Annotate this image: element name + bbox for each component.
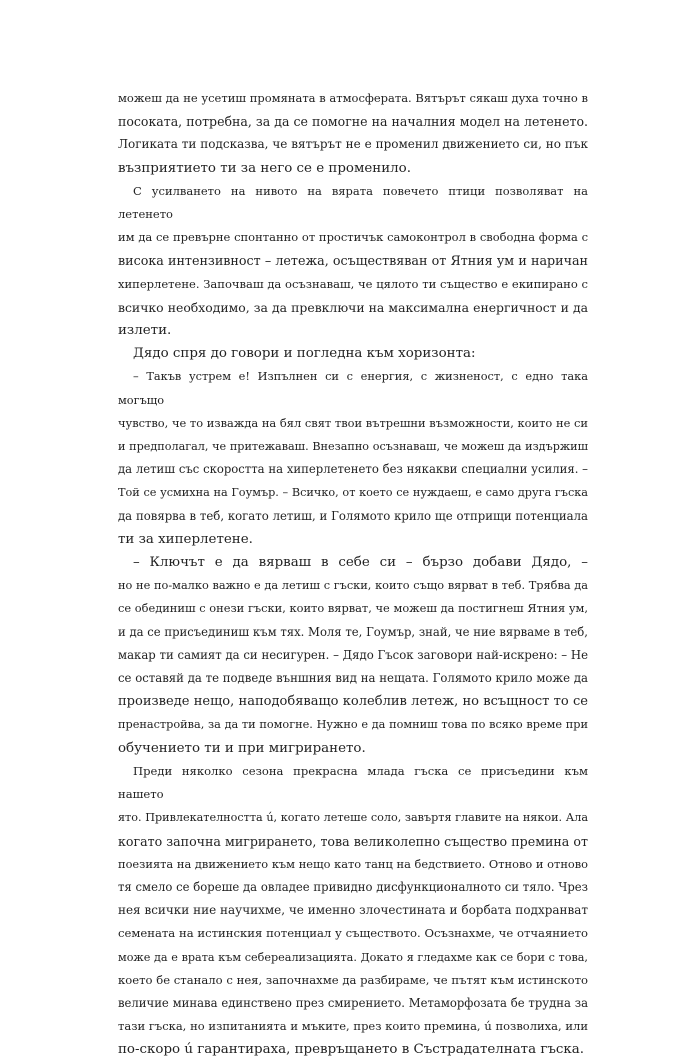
text-line: тя смело се бореше да овладее привидно дисфункционалното си тяло. Чрез	[118, 879, 588, 894]
text-line: да летиш със скоростта на хиперлетенето без някакви специални усилия. –	[118, 462, 588, 477]
text-line: се обединиш с онези гъски, които вярват, че можеш да постигнеш Ятния ум,	[118, 601, 588, 616]
text-line: възприятието ти за него се е променило.	[118, 160, 411, 176]
text-line: хиперлетене. Започваш да осъзнаваш, че цялото ти същество е екипирано с	[118, 276, 588, 291]
text-line: ти за хиперлетене.	[118, 531, 253, 547]
text-line: по-скоро ú гарантираха, превръщането в Състрадателната гъска.	[118, 1042, 584, 1058]
text-line: Дядо спря до говори и погледна към хоризонта:	[133, 346, 476, 362]
text-line: когато започна мигрирането, това великолепно същество премина от	[118, 833, 588, 849]
text-line: макар ти самият да си несигурен. – Дядо Гъсок заговори най-искрено: – Не	[118, 647, 588, 662]
text-line: всичко необходимо, за да превключи на максимална енергичност и да	[118, 299, 588, 315]
text-line: ято. Привлекателността ú, когато летеше соло, завъртя главите на някои. Ала	[118, 811, 588, 825]
text-line: чувство, че то изважда на бял свят твои вътрешни възможности, които не си	[118, 415, 588, 430]
text-line: тази гъска, но изпитанията и мъките, през които премина, ú позволиха, или	[118, 1019, 588, 1034]
text-line: но не по-малко важно е да летиш с гъски, които също вярват в теб. Трябва да	[118, 578, 588, 593]
text-line: излети.	[118, 323, 172, 339]
text-line: произведе нещо, наподобяващо колеблив летеж, но всъщност то се	[118, 694, 588, 710]
text-line: величие минава единствено през смирението. Метаморфозата бе трудна за	[118, 995, 588, 1010]
text-line: поезията на движението към нещо като танц на бедствието. Отново и отново	[118, 856, 588, 871]
text-line: да повярва в теб, когато летиш, и Голямото крило ще отприщи потенциала	[118, 508, 588, 523]
text-line: висока интензивност – летежа, осъществяван от Ятния ум и наричан	[118, 253, 588, 269]
text-line: – Ключът е да вярваш в себе си – бързо добави Дядо, –	[133, 555, 588, 571]
text-line: – Такъв устрем е! Изпълнен си с енергия, с жизненост, с едно така могъщо	[118, 369, 588, 407]
text-line: нея всички ние научихме, че именно злочестината и борбата подхранват	[118, 903, 588, 918]
text-line: пренастройва, за да ти помогне. Нужно е да помниш това по всяко време при	[118, 718, 588, 732]
text-line: посоката, потребна, за да се помогне на началния модел на летенето.	[118, 114, 588, 130]
text-line: и предполагал, че притежаваш. Внезапно осъзнаваш, че можеш да издържиш	[118, 440, 588, 454]
text-line: и да се присъединиш към тях. Моля те, Гоумър, знай, че ние вярваме в теб,	[118, 624, 588, 639]
page-text	[118, 87, 588, 1062]
text-line: се оставяй да те подведе външния вид на нещата. Голямото крило може да	[118, 671, 588, 686]
text-line: семената на истинския потенциал у съществото. Осъзнахме, че отчаянието	[118, 926, 588, 941]
text-line: може да е врата към себереализацията. Докато я гледахме как се бори с това,	[118, 950, 588, 964]
text-line: Той се усмихна на Гоумър. – Всичко, от което се нуждаеш, е само друга гъска	[118, 486, 588, 500]
text-line: обучението ти и при мигрирането.	[118, 740, 366, 756]
text-line: С усилването на нивото на вярата повечето птици позволяват на летенето	[118, 183, 588, 222]
text-line: можеш да не усетиш промяната в атмосферата. Вятърът сякаш духа точно в	[118, 91, 588, 105]
text-line: Преди няколко сезона прекрасна млада гъска се присъедини към нашето	[118, 763, 588, 802]
text-line: което бе станало с нея, започнахме да разбираме, че пътят към истинското	[118, 972, 588, 987]
text-line: им да се превърне спонтанно от простичък самоконтрол в свободна форма с	[118, 230, 588, 245]
text-line: Логиката ти подсказва, че вятърът не е променил движението си, но пък	[118, 137, 588, 152]
